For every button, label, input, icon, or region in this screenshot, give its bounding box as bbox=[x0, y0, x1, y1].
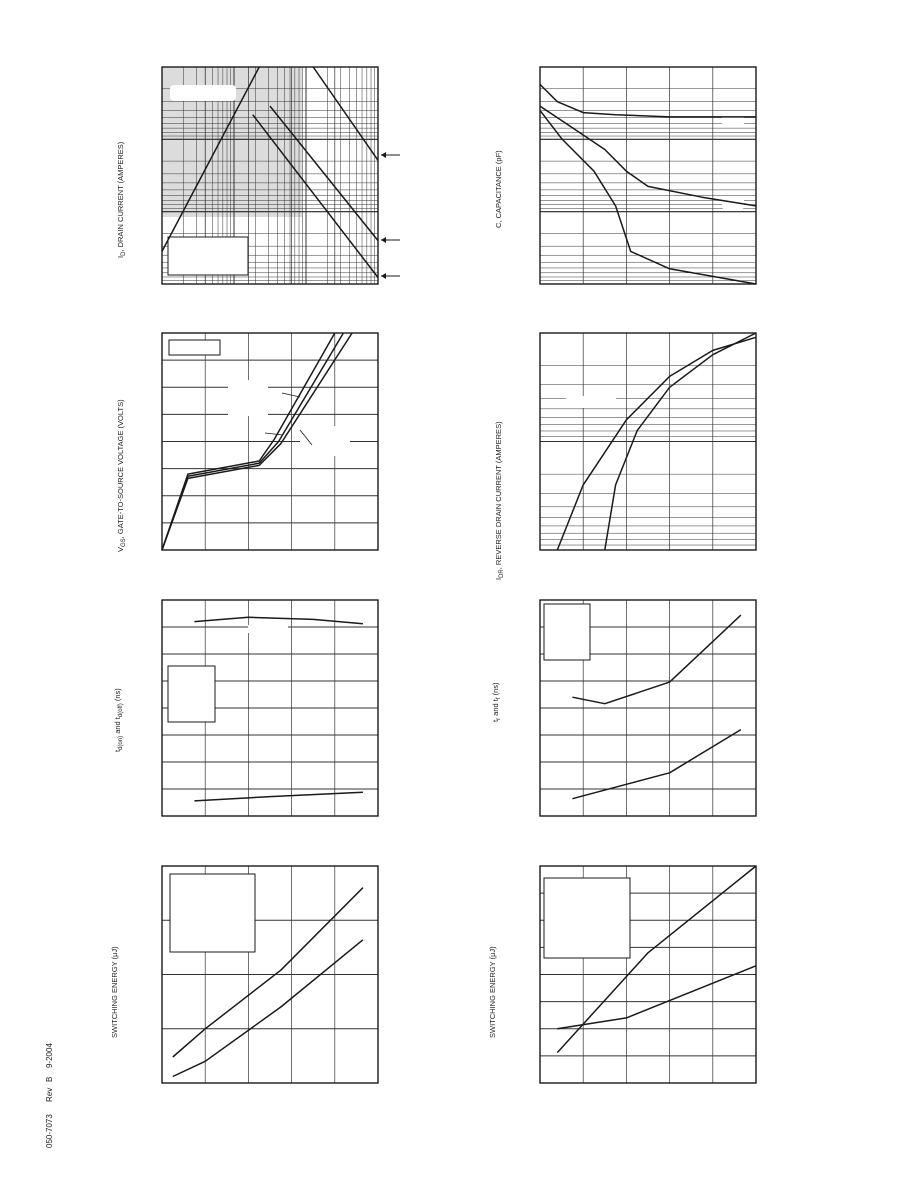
tr_tf-series-2-line bbox=[572, 730, 741, 799]
capacitance-label-box-1 bbox=[722, 113, 744, 127]
reverse-diode-label-area bbox=[566, 396, 616, 408]
capacitance-grid bbox=[540, 67, 756, 284]
switching-energy-1-ylabel: SWITCHING ENERGY (μJ) bbox=[110, 946, 119, 1038]
reverse-diode-grid bbox=[540, 333, 756, 550]
chart-switching-energy-2 bbox=[488, 866, 756, 1083]
chart-soa bbox=[116, 67, 400, 284]
switching_energy_1-series-2-line bbox=[173, 940, 363, 1077]
gate-charge-label-area-1 bbox=[228, 380, 268, 416]
soa-arrowhead-3 bbox=[381, 273, 386, 279]
gate-charge-label-area-2 bbox=[300, 426, 350, 456]
delay-time-series bbox=[194, 617, 363, 801]
soa-ylabel: $I_D$, DRAIN CURRENT (AMPERES) bbox=[116, 141, 127, 258]
chart-rise-fall bbox=[491, 600, 756, 816]
gate-charge-legend-box bbox=[169, 340, 220, 355]
capacitance-ylabel: C, CAPACITANCE (pF) bbox=[494, 150, 503, 228]
footer bbox=[45, 1043, 54, 1148]
footer-rev-letter: B bbox=[45, 1076, 54, 1082]
tr_tf-series-1-line bbox=[572, 615, 741, 704]
delay-time-ylabel: $t_{d(on)}$ and $t_{d(off)}$ (ns) bbox=[113, 688, 124, 752]
footer-doc-number: 050-7073 bbox=[45, 1114, 54, 1148]
chart-reverse-diode bbox=[494, 333, 756, 580]
soa-arrows bbox=[381, 152, 400, 279]
td_delay-series-1-line bbox=[194, 617, 363, 624]
footer-revision: Rev bbox=[45, 1087, 54, 1102]
rise-fall-ylabel: $t_r$ and $t_f$ (ns) bbox=[491, 682, 502, 722]
switching-energy-2-legend-box bbox=[544, 878, 630, 958]
soa-arrowhead-2 bbox=[381, 237, 386, 243]
td_delay-series-2-line bbox=[194, 792, 363, 801]
capacitance-series-1-line bbox=[540, 84, 756, 117]
soa-condition-box bbox=[168, 237, 248, 275]
switching-energy-1-legend-box bbox=[170, 874, 255, 952]
capacitance-frame bbox=[540, 67, 756, 284]
soa-legend-box bbox=[170, 85, 236, 101]
gate-charge-pointer-2 bbox=[265, 433, 283, 435]
rise-fall-series bbox=[572, 615, 741, 799]
soa-series-2-line bbox=[313, 67, 378, 160]
switching-energy-2-ylabel: SWITCHING ENERGY (μJ) bbox=[488, 946, 497, 1038]
chart-switching-energy-1 bbox=[110, 866, 378, 1083]
chart-capacitance bbox=[494, 67, 756, 284]
delay-time-legend-box bbox=[168, 666, 215, 722]
chart-gate-charge bbox=[116, 333, 378, 552]
rise-fall-legend-box bbox=[544, 604, 590, 660]
reverse_diode-series-1-line bbox=[557, 337, 756, 550]
gate-charge-pointer-1 bbox=[282, 393, 300, 397]
reverse-diode-ylabel: $I_{DR}$, REVERSE DRAIN CURRENT (AMPERES) bbox=[494, 421, 505, 580]
footer-date: 9-2004 bbox=[45, 1043, 54, 1068]
delay-time-label-area bbox=[248, 625, 288, 633]
chart-delay-time bbox=[113, 600, 378, 816]
gate-charge-ylabel: $V_{GS}$, GATE-TO-SOURCE VOLTAGE (VOLTS) bbox=[116, 399, 127, 552]
soa-arrowhead-1 bbox=[381, 152, 386, 158]
